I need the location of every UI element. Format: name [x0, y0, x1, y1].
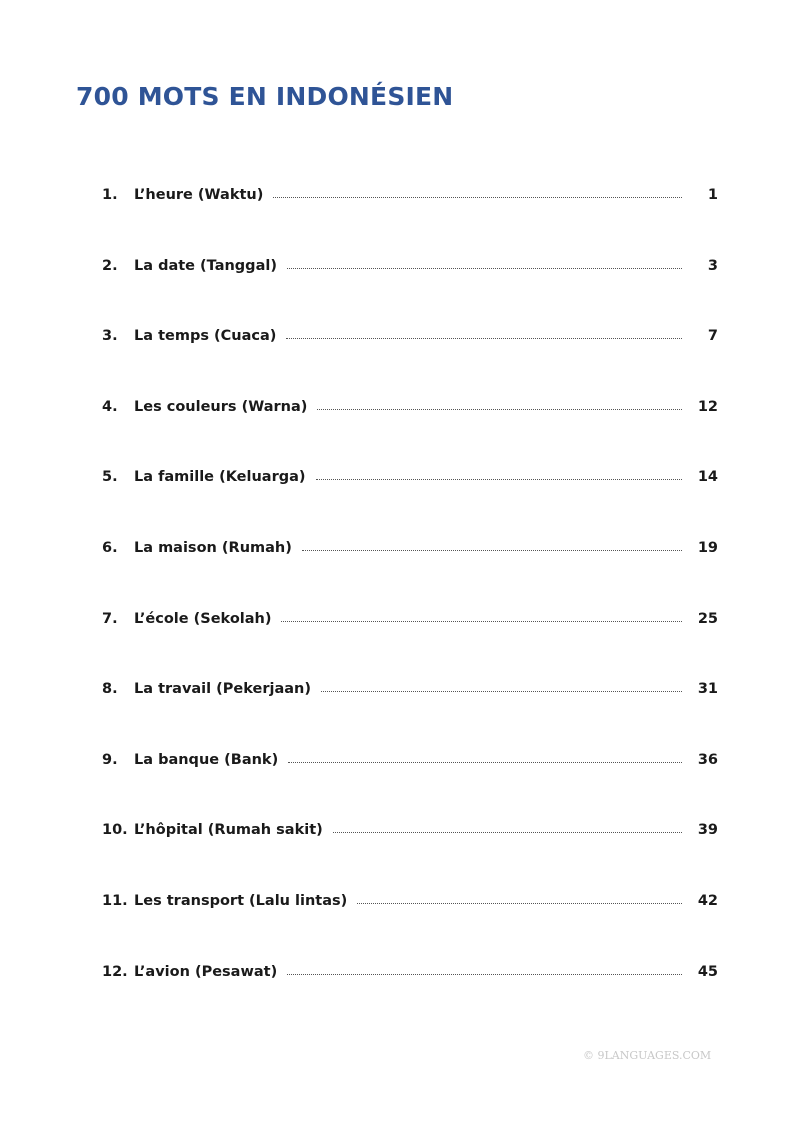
dot-leader [302, 550, 682, 551]
toc-entry-page: 25 [697, 610, 718, 627]
dot-leader [316, 479, 682, 480]
toc-entry-page: 1 [707, 187, 718, 203]
dot-leader [357, 903, 682, 904]
copyright-notice: © 9LANGUAGES.COM [583, 1049, 712, 1062]
toc-entry-title: L’école (Sekolah) [134, 610, 272, 627]
toc-entry-title: L’heure (Waktu) [134, 187, 264, 203]
dot-leader [287, 268, 682, 269]
toc-entry-number: 2. [102, 257, 118, 274]
toc-entry[interactable] [102, 752, 718, 823]
toc-entry-page: 42 [697, 892, 718, 909]
dot-leader [286, 338, 682, 339]
toc-entry[interactable] [102, 681, 718, 752]
toc-entry[interactable] [102, 258, 718, 329]
toc-entry-number: 5. [102, 469, 118, 486]
toc-entry-title: La travail (Pekerjaan) [134, 681, 311, 698]
toc-entry-page: 3 [707, 257, 718, 274]
toc-entry-page: 7 [707, 328, 718, 345]
toc-entry-title: La banque (Bank) [134, 751, 279, 768]
toc-entry[interactable] [102, 469, 718, 540]
dot-leader [321, 691, 682, 692]
toc-entry-number: 12. [102, 963, 128, 980]
toc-entry-number: 6. [102, 539, 118, 556]
toc-entry[interactable] [102, 822, 718, 893]
toc-entry-title: L’hôpital (Rumah sakit) [134, 822, 323, 839]
toc-entry-number: 9. [102, 751, 118, 768]
page-title: 700 MOTS EN INDONÉSIEN [76, 82, 454, 111]
dot-leader [273, 197, 682, 198]
dot-leader [287, 974, 682, 975]
toc-entry[interactable] [102, 187, 718, 258]
toc-entry-number: 10. [102, 822, 128, 839]
toc-entry-title: L’avion (Pesawat) [134, 963, 278, 980]
dot-leader [317, 409, 682, 410]
dot-leader [333, 832, 682, 833]
toc-entry-page: 36 [697, 751, 718, 768]
dot-leader [288, 762, 682, 763]
toc-entry-title: La date (Tanggal) [134, 257, 277, 274]
toc-entry-page: 19 [697, 539, 718, 556]
toc-entry[interactable] [102, 328, 718, 399]
toc-entry-number: 7. [102, 610, 118, 627]
toc-entry[interactable] [102, 611, 718, 682]
toc-entry-number: 4. [102, 398, 118, 415]
toc-entry-title: La famille (Keluarga) [134, 469, 306, 486]
toc-entry-number: 3. [102, 328, 118, 345]
toc-entry-title: La temps (Cuaca) [134, 328, 277, 345]
dot-leader [281, 621, 682, 622]
toc-entry-title: Les transport (Lalu lintas) [134, 892, 348, 909]
toc-entry[interactable] [102, 399, 718, 470]
toc-entry-title: La maison (Rumah) [134, 539, 292, 556]
toc-entry-page: 31 [697, 681, 718, 698]
toc-entry-number: 1. [102, 187, 118, 203]
toc-entry-page: 14 [697, 469, 718, 486]
toc-entry-page: 39 [697, 822, 718, 839]
toc-entry-page: 12 [697, 398, 718, 415]
toc-entry-number: 11. [102, 892, 128, 909]
table-of-contents [102, 187, 718, 1034]
toc-entry[interactable] [102, 540, 718, 611]
toc-entry[interactable] [102, 893, 718, 964]
toc-entry[interactable] [102, 964, 718, 1035]
toc-entry-page: 45 [697, 963, 718, 980]
toc-entry-number: 8. [102, 681, 118, 698]
toc-entry-title: Les couleurs (Warna) [134, 398, 308, 415]
